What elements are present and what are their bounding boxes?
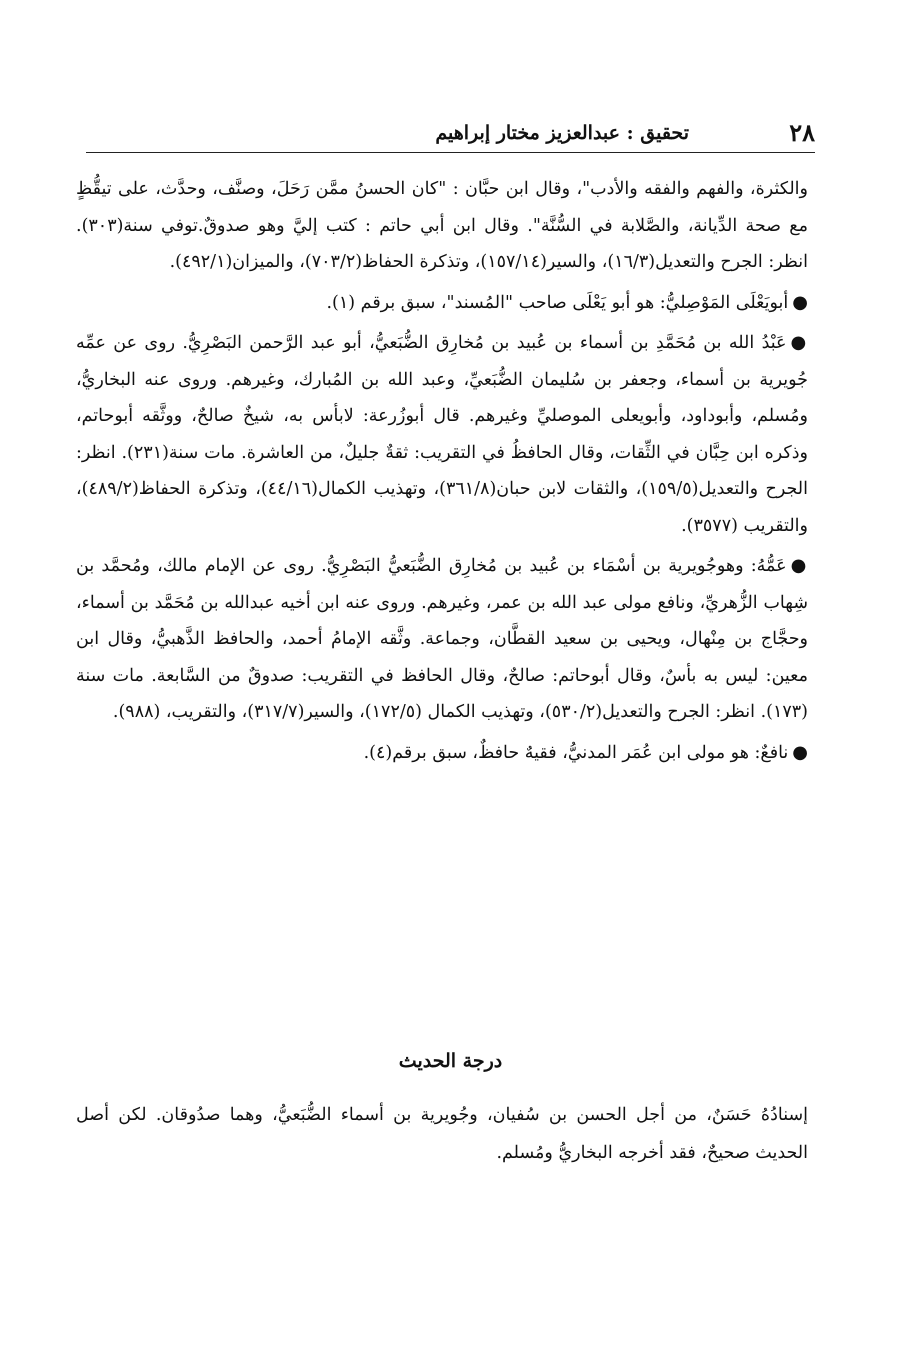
narrator-entry (76, 325, 808, 544)
bullet-icon: ● (790, 332, 808, 353)
paragraph-continuation (76, 171, 808, 281)
narrator-entry (76, 548, 808, 731)
page-header (86, 116, 815, 153)
narrator-entry (76, 285, 808, 322)
paragraph-text: عَبْدُ الله بن مُحَمَّدِ بن أسماء بن عُبيد بن مُخارِق الضُّبَعيُّ، أبو عبد الرَّحمن البَصْرِيُّ. روى عن عمِّه جُويرية بن أسماء، وجعفر بن سُليمان الضُّبَعيِّ، وعبد الله بن المُبارك، وغيرهم. وروى عنه البخاريُّ، ومُسلم، وأبوداود، وأبويعلى الموصليِّ وغيرهم. قال أبوزُرعة: لابأس به، شيخٌ صالحٌ، ووثَّقه أبوحاتم، وذكره ابن حِبَّان في الثِّقات، وقال الحافظُ في التقريب: ثقةٌ جليلٌ، من العاشرة. مات سنة(٢٣١). انظر: الجرح والتعديل(١٥٩/٥)، والثقات لابن حبان(٣٦١/٨)، وتهذيب الكمال(٤٤/١٦)، وتذكرة الحفاظ(٤٨٩/٢)، والتقريب (٣٥٧٧). (76, 333, 809, 536)
bullet-icon: ● (790, 555, 808, 576)
paragraph-text: والكثرة، والفهم والفقه والأدب"، وقال ابن حبَّان : "كان الحسنُ ممَّن رَحَلَ، وصنَّف، وحدَّث، على تيقُّظٍ مع صحة الدِّيانة، والصَّلابة في السُّنَّة". وقال ابن أبي حاتم : كتب إليَّ وهو صدوقٌ.توفي سنة(٣٠٣). انظر: الجرح والتعديل(١٦/٣)، والسير(١٥٧/١٤)، وتذكرة الحفاظ(٧٠٣/٢)، والميزان(٤٩٢/١). (76, 179, 809, 272)
page-number: ٢٨ (789, 118, 815, 147)
paragraph-text: أبويَعْلَى المَوْصِليُّ: هو أبو يَعْلَى صاحب "المُسند"، سبق برقم (١). (326, 292, 789, 313)
footnote-body (76, 171, 808, 771)
paragraph-text: نافعٌ: هو مولى ابن عُمَر المدنيُّ، فقيهٌ حافظٌ، سبق برقم(٤). (363, 742, 789, 763)
hadith-grade-section (76, 1096, 808, 1172)
bullet-icon: ● (792, 291, 808, 313)
paragraph-text: عَمُّهُ: وهوجُويرية بن أسْمَاء بن عُبيد بن مُخارِق الضُّبَعيُّ البَصْرِيُّ. روى عن الإمام مالك، ومُحمَّد بن شِهاب الزُّهريِّ، ونافع مولى عبد الله بن عمر، وغيرهم. وروى عنه ابن أخيه عبدالله بن مُحَمَّد بن أسماء، وحجَّاج بن مِنْهال، ويحيى بن سعيد القطَّان، وجماعة. وثَّقه الإمامُ أحمد، والحافظ الذَّهبيُّ، وقال ابن معين: ليس به بأسٌ، وقال أبوحاتم: صالحٌ، وقال الحافظ في التقريب: صدوقٌ من السَّابعة. مات سنة (١٧٣). انظر: الجرح والتعديل(٥٣٠/٢)، وتهذيب الكمال (١٧٢/٥)، والسير(٣١٧/٧)، والتقريب، (٩٨٨). (76, 556, 808, 722)
narrator-entry (76, 735, 808, 772)
grade-text: إسنادُهُ حَسَنٌ، من أجل الحسن بن سُفيان، وجُويرية بن أسماء الضُّبَعيُّ، وهما صدُوقان. لكن أصل الحديث صحيحٌ، فقد أخرجه البخاريُّ ومُسلم. (76, 1105, 808, 1163)
section-heading: درجة الحديث (398, 1050, 503, 1072)
running-title: تحقيق : عبدالعزيز مختار إبراهيم (435, 122, 689, 144)
bullet-icon: ● (792, 741, 808, 763)
